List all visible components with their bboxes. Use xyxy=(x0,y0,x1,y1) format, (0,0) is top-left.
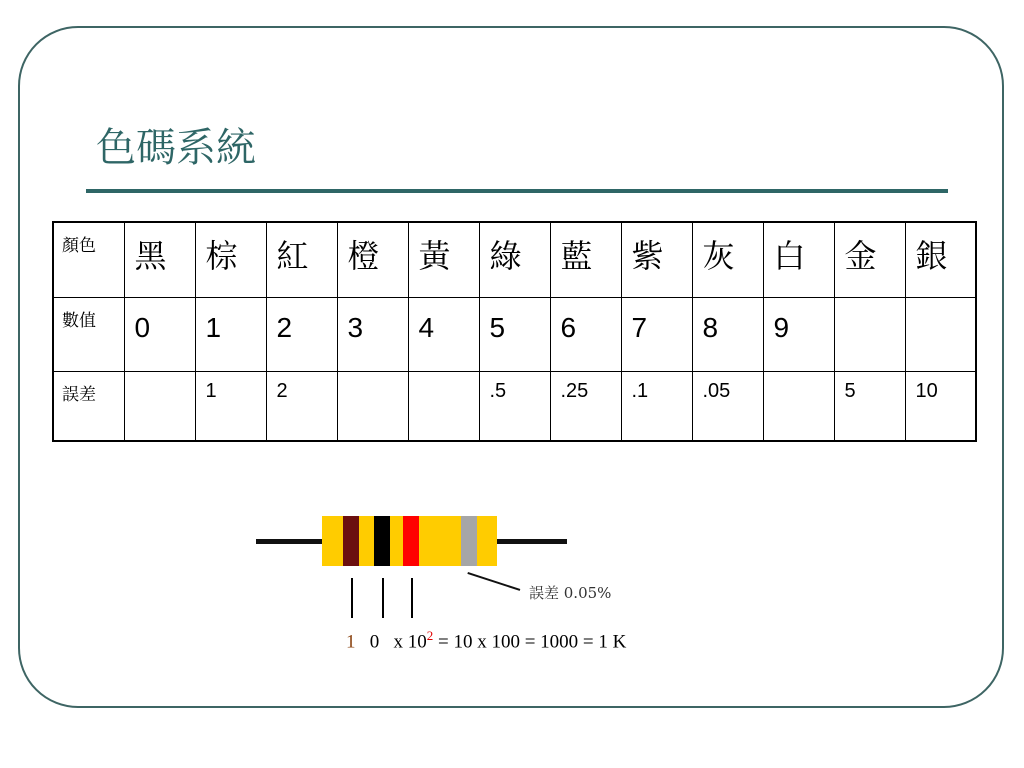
value-cell: 0 xyxy=(124,297,195,371)
formula-digit-2: 0 xyxy=(369,631,380,653)
title-underline xyxy=(86,189,948,193)
tolerance-cell xyxy=(124,371,195,441)
tolerance-cell: .25 xyxy=(550,371,621,441)
table-row-colors xyxy=(53,222,976,297)
tolerance-cell: 2 xyxy=(266,371,337,441)
color-cell: 綠 xyxy=(479,222,550,297)
resistor-lead-right xyxy=(497,539,567,544)
value-cell: 2 xyxy=(266,297,337,371)
color-cell: 銀 xyxy=(905,222,976,297)
tolerance-cell: .05 xyxy=(692,371,763,441)
table-row-tolerances xyxy=(53,371,976,441)
value-cell: 6 xyxy=(550,297,621,371)
value-cell: 5 xyxy=(479,297,550,371)
formula-result: = 10 x 100 = 1000 = 1 K xyxy=(438,631,627,653)
value-cell: 3 xyxy=(337,297,408,371)
tolerance-cell xyxy=(337,371,408,441)
color-cell: 白 xyxy=(763,222,834,297)
band-indicator-2 xyxy=(382,578,384,618)
row-header-color: 顏色 xyxy=(53,222,124,297)
resistor-band-4 xyxy=(461,516,477,566)
tolerance-cell: 1 xyxy=(195,371,266,441)
value-cell xyxy=(905,297,976,371)
table-row-values xyxy=(53,297,976,371)
page-title: 色碼系統 xyxy=(96,125,256,171)
tolerance-label: 誤差 0.05% xyxy=(529,584,612,602)
formula-exponent: 2 xyxy=(426,628,434,643)
resistor-body xyxy=(322,516,497,566)
value-cell: 7 xyxy=(621,297,692,371)
color-cell: 黑 xyxy=(124,222,195,297)
resistor-band-3 xyxy=(403,516,419,566)
color-code-table xyxy=(52,221,977,442)
tolerance-cell: 5 xyxy=(834,371,905,441)
tolerance-cell: .5 xyxy=(479,371,550,441)
value-cell xyxy=(834,297,905,371)
color-cell: 黃 xyxy=(408,222,479,297)
tolerance-cell xyxy=(408,371,479,441)
resistance-formula xyxy=(346,628,626,653)
color-cell: 藍 xyxy=(550,222,621,297)
formula-digit-1: 1 xyxy=(346,631,356,653)
color-cell: 橙 xyxy=(337,222,408,297)
color-cell: 紅 xyxy=(266,222,337,297)
value-cell: 1 xyxy=(195,297,266,371)
tolerance-cell xyxy=(763,371,834,441)
resistor-lead-left xyxy=(256,539,322,544)
color-cell: 棕 xyxy=(195,222,266,297)
tolerance-cell: 10 xyxy=(905,371,976,441)
color-cell: 金 xyxy=(834,222,905,297)
color-cell: 紫 xyxy=(621,222,692,297)
resistor-band-2 xyxy=(374,516,390,566)
band-indicator-3 xyxy=(411,578,413,618)
band-indicator-1 xyxy=(351,578,353,618)
value-cell: 4 xyxy=(408,297,479,371)
resistor-band-1 xyxy=(343,516,359,566)
value-cell: 9 xyxy=(763,297,834,371)
row-header-value: 數值 xyxy=(53,297,124,371)
color-cell: 灰 xyxy=(692,222,763,297)
tolerance-cell: .1 xyxy=(621,371,692,441)
formula-multiplier: x 10 xyxy=(393,631,427,653)
value-cell: 8 xyxy=(692,297,763,371)
row-header-tolerance: 誤差 xyxy=(53,371,124,441)
